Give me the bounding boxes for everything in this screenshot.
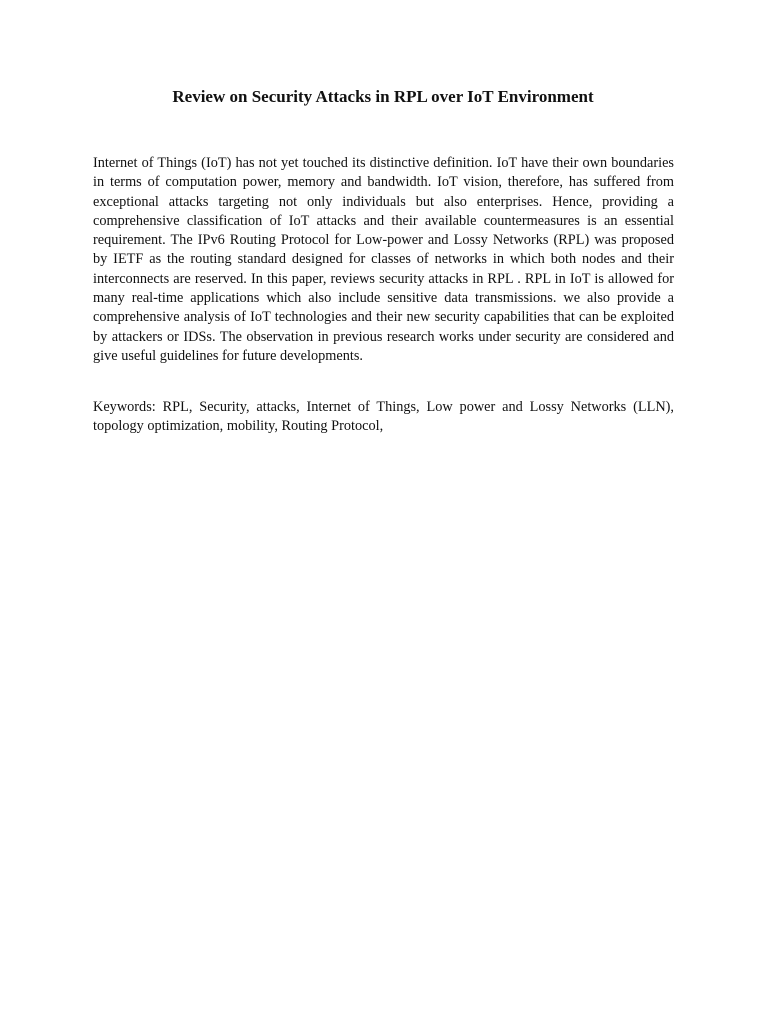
keywords-paragraph: Keywords: RPL, Security, attacks, Internet of Things, Low power and Lossy Networks (LLN), topology optimization, mobility, Routing Protocol, (93, 399, 674, 435)
paper-title: Review on Security Attacks in RPL over IoT Environment (172, 87, 594, 106)
abstract-paragraph: Internet of Things (IoT) has not yet touched its distinctive definition. IoT have their own boundaries in terms of computation power, memory and bandwidth. IoT vision, therefore, has suffered from exceptional attacks targeting not only individuals but also enterprises. Hence, providing a comprehensive classification of IoT attacks and their available countermeasures is an essential requirement. The IPv6 Routing Protocol for Low-power and Lossy Networks (RPL) was proposed by IETF as the routing standard designed for classes of networks in which both nodes and their interconnects are reserved. In this paper, reviews security attacks in RPL . RPL in IoT is allowed for many real-time applications which also include sensitive data transmissions. we also provide a comprehensive analysis of IoT technologies and their new security capabilities that can be exploited by attackers or IDSs. The observation in previous research works under security are considered and give useful guidelines for future developments. (93, 155, 674, 364)
